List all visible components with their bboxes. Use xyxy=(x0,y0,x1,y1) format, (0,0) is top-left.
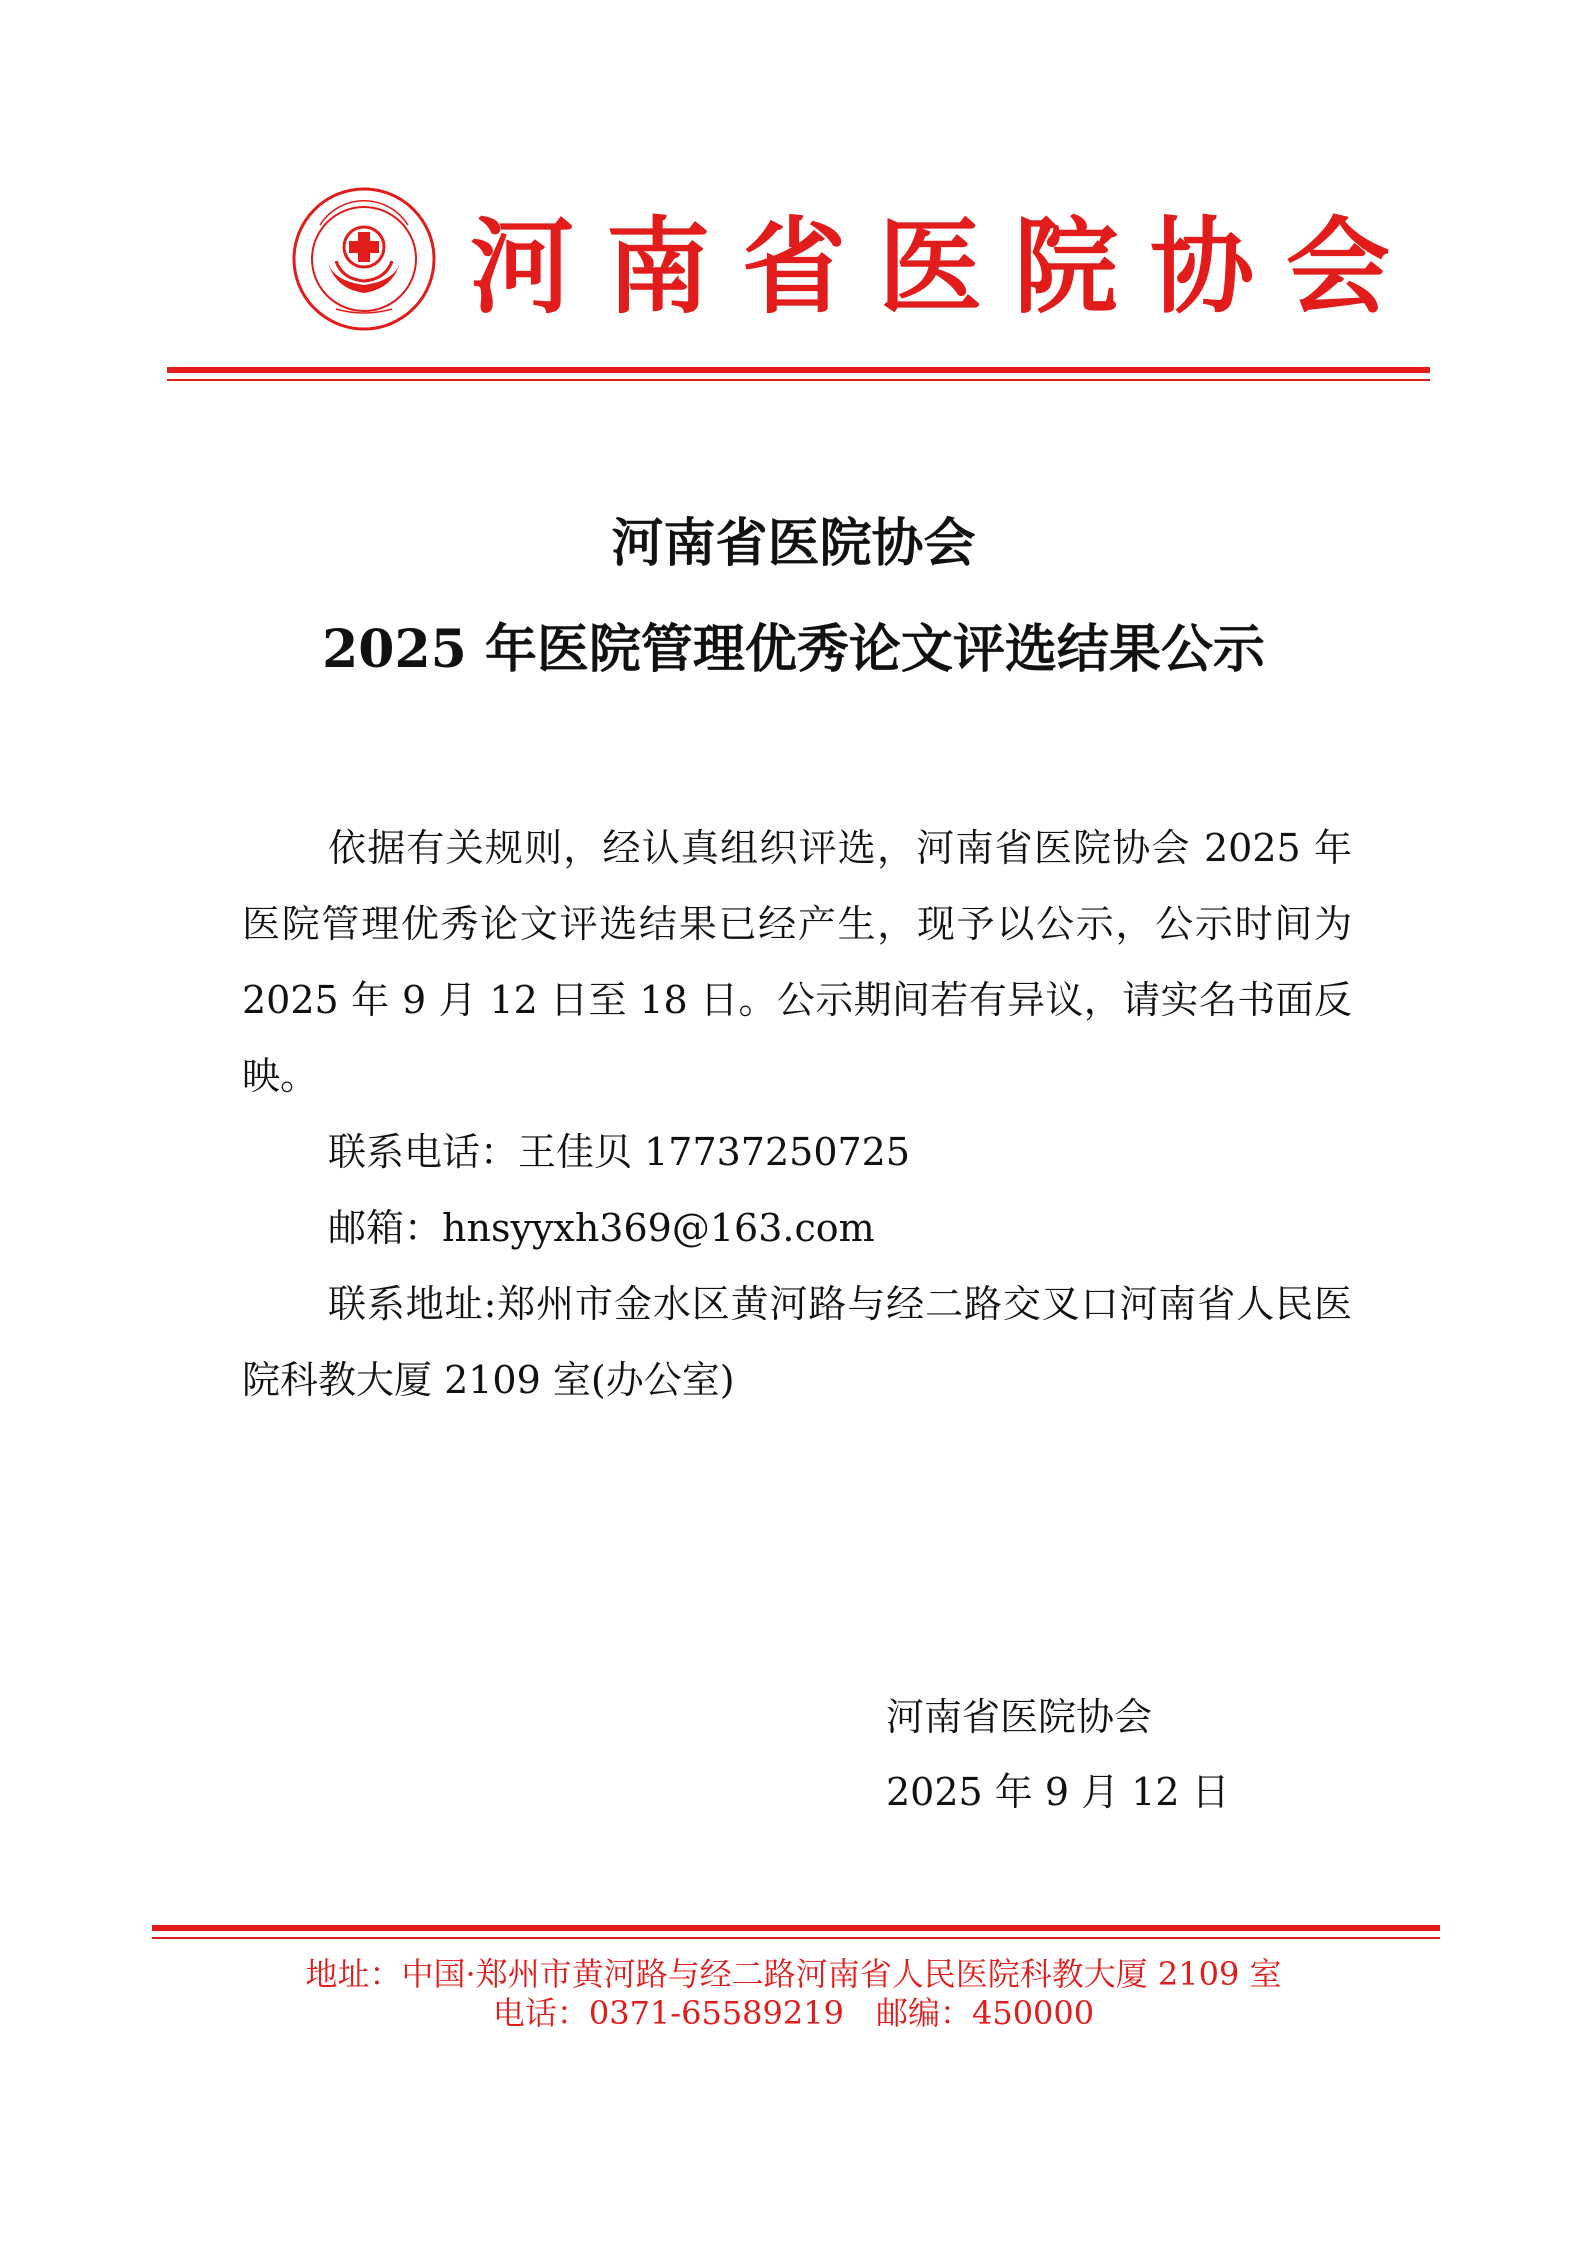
hospital-association-logo xyxy=(290,185,438,333)
signature-block xyxy=(886,1680,1230,1830)
footer-contact: 电话：0371-65589219 邮编：450000 xyxy=(492,1994,1095,2032)
doc-body xyxy=(242,810,1352,1418)
letterhead-rule-thick xyxy=(167,367,1430,373)
doc-title-line2: 2025 年医院管理优秀论文评选结果公示 xyxy=(322,619,1265,680)
footer-address: 地址：中国·郑州市黄河路与经二路河南省人民医院科教大厦 2109 室 xyxy=(305,1955,1282,1993)
signature-date: 2025 年 9 月 12 日 xyxy=(886,1770,1230,1814)
address-label: 联系地址: xyxy=(328,1282,497,1326)
email-value: hnsyyxh369@163.com xyxy=(442,1206,875,1250)
letterhead-rule-thin xyxy=(167,379,1430,381)
body-paragraph: 依据有关规则，经认真组织评选，河南省医院协会 2025 年医院管理优秀论文评选结果已经产生，现予以公示，公示时间为 2025 年 9 月 12 日至 18 日。公示期间若有异议，请实名书面反映。 xyxy=(242,826,1352,1098)
phone-value: 王佳贝 17737250725 xyxy=(518,1130,911,1174)
footer-rule-thin xyxy=(152,1937,1440,1939)
email-label: 邮箱： xyxy=(328,1206,443,1250)
doc-title-line1: 河南省医院协会 xyxy=(611,513,976,574)
letterhead-org-name: 河南省医院协会 xyxy=(470,206,1423,328)
phone-label: 联系电话： xyxy=(328,1130,519,1174)
contact-phone-line xyxy=(242,1114,1352,1190)
contact-address-line xyxy=(242,1266,1352,1418)
contact-email-line xyxy=(242,1190,1352,1266)
signature-org: 河南省医院协会 xyxy=(886,1695,1153,1739)
address-value: 郑州市金水区黄河路与经二路交叉口河南省人民医院科教大厦 2109 室(办公室) xyxy=(242,1282,1352,1402)
footer-rule-thick xyxy=(152,1925,1440,1931)
